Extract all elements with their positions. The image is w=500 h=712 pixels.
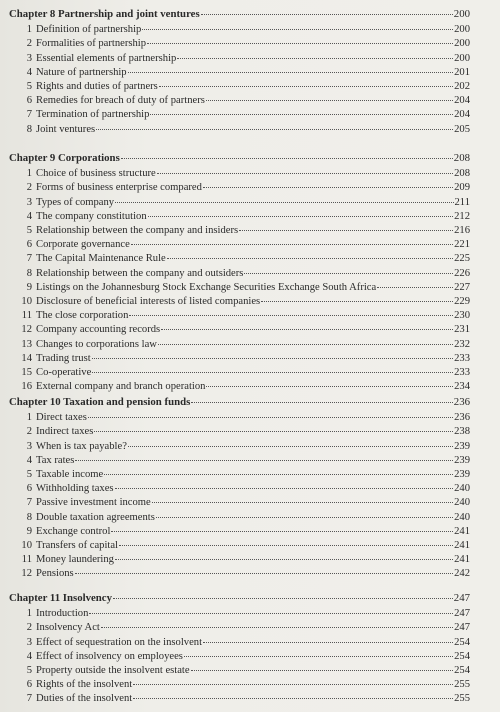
toc-entry[interactable] <box>18 539 470 552</box>
entry-number: 11 <box>21 554 32 566</box>
entry-title: Definition of partnership <box>36 24 142 36</box>
chapter-heading[interactable] <box>9 8 470 21</box>
toc-entry[interactable] <box>18 224 470 237</box>
dot-leader <box>121 158 453 159</box>
dot-leader <box>113 598 453 599</box>
toc-entry[interactable] <box>18 94 470 107</box>
entry-number: 6 <box>26 239 32 251</box>
entry-title: Pensions <box>36 568 74 580</box>
entry-number: 12 <box>21 324 32 336</box>
entry-number: 15 <box>21 367 32 378</box>
entry-title: Withholding taxes <box>36 483 114 495</box>
dot-leader <box>88 417 453 418</box>
entry-number: 8 <box>26 123 32 135</box>
entry-title: Property outside the insolvent estate <box>36 665 190 676</box>
page-number: 255 <box>454 693 470 705</box>
entry-number: 9 <box>26 281 32 293</box>
chapter-title: Chapter 9 Corporations <box>9 152 120 164</box>
dot-leader <box>203 642 453 643</box>
entry-number: 4 <box>26 210 32 222</box>
page-number: 204 <box>454 95 470 107</box>
toc-entry[interactable] <box>18 238 470 251</box>
entry-title: Indirect taxes <box>36 426 94 438</box>
toc-entry[interactable] <box>18 511 470 524</box>
entry-title: Insolvency Act <box>36 622 100 634</box>
dot-leader <box>101 627 453 628</box>
page-number: 234 <box>454 381 470 393</box>
toc-entry[interactable] <box>18 411 470 424</box>
page-number: 240 <box>454 497 470 509</box>
toc-entry[interactable] <box>18 281 470 294</box>
dot-leader <box>111 531 453 532</box>
chapter-heading[interactable] <box>9 396 470 409</box>
dot-leader <box>377 287 453 288</box>
toc-entry[interactable] <box>18 664 470 677</box>
entry-number: 13 <box>21 338 32 350</box>
entry-title: Changes to corporations law <box>36 338 157 350</box>
dot-leader <box>115 488 454 489</box>
dot-leader <box>148 216 453 217</box>
dot-leader <box>184 656 453 657</box>
toc-entry[interactable] <box>18 210 470 223</box>
chapter-title: Chapter 8 Partnership and joint ventures <box>9 8 200 20</box>
entry-title: Direct taxes <box>36 412 87 424</box>
entry-title: Introduction <box>36 608 89 620</box>
chapter-heading[interactable] <box>9 592 470 605</box>
entry-number: 1 <box>26 24 32 36</box>
page-number: 205 <box>454 123 470 135</box>
dot-leader <box>244 273 453 274</box>
toc-entry[interactable] <box>18 23 470 36</box>
toc-entry[interactable] <box>18 525 470 538</box>
toc-entry[interactable] <box>18 607 470 620</box>
entry-number: 4 <box>26 454 32 466</box>
toc-entry[interactable] <box>18 295 470 308</box>
page-number: 200 <box>454 52 470 64</box>
page-number: 236 <box>453 396 470 408</box>
toc-entry[interactable] <box>18 636 470 649</box>
entry-title: Relationship between the company and outsiders <box>36 267 244 279</box>
toc-entry[interactable] <box>18 468 470 481</box>
entry-number: 5 <box>26 225 32 236</box>
page-number: 240 <box>454 511 470 523</box>
chapter-title: Chapter 11 Insolvency <box>9 592 112 604</box>
toc-entry[interactable] <box>18 309 470 322</box>
page-number: 211 <box>454 196 470 208</box>
entry-title: Effect of sequestration on the insolvent <box>36 636 203 648</box>
entry-number: 6 <box>26 95 32 107</box>
dot-leader <box>191 402 452 403</box>
page-number: 230 <box>454 310 470 322</box>
dot-leader <box>261 301 453 302</box>
entry-number: 2 <box>26 182 32 194</box>
entry-number: 7 <box>26 253 32 265</box>
toc-entry[interactable] <box>18 496 470 509</box>
dot-leader <box>96 129 453 130</box>
toc-entry[interactable] <box>18 366 470 379</box>
page-number: 233 <box>454 352 470 364</box>
toc-entry[interactable] <box>18 482 470 495</box>
toc-entry[interactable] <box>18 440 470 453</box>
page-number: 225 <box>454 253 470 265</box>
dot-leader <box>156 517 453 518</box>
entry-title: Effect of insolvency on employees <box>36 650 183 662</box>
toc-entry[interactable] <box>18 454 470 467</box>
toc-entry[interactable] <box>18 650 470 663</box>
toc-entry[interactable] <box>18 66 470 79</box>
entry-number: 11 <box>21 310 32 322</box>
page-number: 254 <box>454 650 470 662</box>
entry-title: Double taxation agreements <box>36 511 155 523</box>
entry-number: 8 <box>26 267 32 279</box>
entry-number: 10 <box>21 540 32 551</box>
entry-title: Duties of the insolvent <box>36 693 133 705</box>
page-number: 247 <box>454 608 470 620</box>
page-number: 232 <box>454 338 470 350</box>
entry-title: Passive investment income <box>36 497 151 509</box>
page-number: 255 <box>454 679 470 691</box>
toc-entry[interactable] <box>18 380 470 393</box>
page-number: 202 <box>454 81 470 92</box>
toc-entry[interactable] <box>18 108 470 121</box>
page-number: 209 <box>454 182 470 194</box>
toc-entry[interactable] <box>18 80 470 93</box>
dot-leader <box>104 474 453 475</box>
page-number: 200 <box>453 8 470 20</box>
page-number: 247 <box>454 622 470 634</box>
page-number: 254 <box>454 665 470 676</box>
entry-number: 14 <box>21 352 32 364</box>
entry-title: Co-operative <box>36 367 92 378</box>
entry-number: 6 <box>26 679 32 691</box>
entry-number: 10 <box>21 296 32 307</box>
chapter-heading[interactable] <box>9 152 470 165</box>
entry-number: 7 <box>26 497 32 509</box>
entry-title: Rights of the insolvent <box>36 679 133 691</box>
toc-entry[interactable] <box>18 692 470 705</box>
page-number: 204 <box>454 109 470 121</box>
entry-number: 5 <box>26 81 32 92</box>
page-number: 239 <box>454 469 470 480</box>
dot-leader <box>201 14 453 15</box>
page-number: 201 <box>454 66 470 78</box>
entry-number: 3 <box>26 636 32 648</box>
toc-entry[interactable] <box>18 678 470 691</box>
dot-leader <box>157 173 453 174</box>
page-number: 208 <box>454 168 470 180</box>
page-number: 241 <box>454 540 470 551</box>
entry-title: When is tax payable? <box>36 440 127 452</box>
toc-entry[interactable] <box>18 621 470 634</box>
page-number: 239 <box>454 454 470 466</box>
page-number: 233 <box>454 367 470 378</box>
page-number: 247 <box>453 592 470 604</box>
page-number: 212 <box>454 210 470 222</box>
dot-leader <box>206 386 453 387</box>
entry-number: 1 <box>26 168 32 180</box>
dot-leader <box>147 43 453 44</box>
entry-title: Essential elements of partnership <box>36 52 177 64</box>
dot-leader <box>191 670 454 671</box>
page-number: 227 <box>454 281 470 293</box>
toc-entry[interactable] <box>18 52 470 65</box>
dot-leader <box>142 29 453 30</box>
toc-entry[interactable] <box>18 352 470 365</box>
dot-leader <box>158 344 453 345</box>
entry-number: 12 <box>21 568 32 580</box>
entry-number: 3 <box>26 440 32 452</box>
dot-leader <box>115 559 453 560</box>
dot-leader <box>159 86 453 87</box>
page-number: 242 <box>454 568 470 580</box>
toc-entry[interactable] <box>18 338 470 351</box>
dot-leader <box>133 684 453 685</box>
entry-number: 9 <box>26 525 32 537</box>
entry-number: 4 <box>26 66 32 78</box>
entry-title: Joint ventures <box>36 123 96 135</box>
toc-entry[interactable] <box>18 425 470 438</box>
dot-leader <box>206 100 453 101</box>
dot-leader <box>167 258 453 259</box>
entry-number: 3 <box>26 196 32 208</box>
page-number: 239 <box>454 440 470 452</box>
entry-title: Relationship between the company and insiders <box>36 225 239 236</box>
chapter-title: Chapter 10 Taxation and pension funds <box>9 396 191 408</box>
page-number: 231 <box>454 324 470 336</box>
dot-leader <box>92 358 453 359</box>
entry-number: 6 <box>26 483 32 495</box>
dot-leader <box>75 460 453 461</box>
dot-leader <box>89 613 453 614</box>
entry-number: 5 <box>26 665 32 676</box>
entry-title: Company accounting records <box>36 324 161 336</box>
entry-title: Forms of business enterprise compared <box>36 182 202 194</box>
entry-number: 4 <box>26 650 32 662</box>
toc-entry[interactable] <box>18 323 470 336</box>
toc-entry[interactable] <box>18 181 470 194</box>
entry-number: 2 <box>26 426 32 438</box>
dot-leader <box>131 244 453 245</box>
entry-title: Choice of business structure <box>36 168 156 180</box>
dot-leader <box>119 545 453 546</box>
entry-title: Corporate governance <box>36 239 130 251</box>
entry-title: Termination of partnership <box>36 109 150 121</box>
entry-number: 7 <box>26 693 32 705</box>
entry-title: Nature of partnership <box>36 66 127 78</box>
entry-number: 1 <box>26 608 32 620</box>
page-number: 226 <box>454 267 470 279</box>
entry-title: Transfers of capital <box>36 540 118 551</box>
toc-entry[interactable] <box>18 267 470 280</box>
dot-leader <box>128 72 454 73</box>
dot-leader <box>128 446 453 447</box>
page-number: 200 <box>454 38 470 50</box>
dot-leader <box>239 230 453 231</box>
entry-title: Taxable income <box>36 469 104 480</box>
toc-entry[interactable] <box>18 37 470 50</box>
toc-entry[interactable] <box>18 196 470 209</box>
entry-title: Types of company <box>36 196 115 208</box>
entry-title: The company constitution <box>36 210 147 222</box>
page-number: 221 <box>454 239 470 251</box>
entry-title: The Capital Maintenance Rule <box>36 253 166 265</box>
entry-title: Exchange control <box>36 525 111 537</box>
page-number: 240 <box>454 483 470 495</box>
entry-title: External company and branch operation <box>36 381 206 393</box>
entry-number: 7 <box>26 109 32 121</box>
toc-entry[interactable] <box>18 123 470 136</box>
page-number: 216 <box>454 225 470 236</box>
entry-number: 8 <box>26 511 32 523</box>
entry-title: The close corporation <box>36 310 129 322</box>
toc-entry[interactable] <box>18 553 470 566</box>
dot-leader <box>152 502 453 503</box>
entry-number: 3 <box>26 52 32 64</box>
entry-number: 2 <box>26 622 32 634</box>
toc-entry[interactable] <box>18 167 470 180</box>
entry-title: Listings on the Johannesburg Stock Exchange Securities Exchange South Africa <box>36 281 377 293</box>
entry-number: 1 <box>26 412 32 424</box>
dot-leader <box>203 187 453 188</box>
page-number: 254 <box>454 636 470 648</box>
entry-title: Formalities of partnership <box>36 38 147 50</box>
entry-title: Trading trust <box>36 352 91 364</box>
entry-title: Money laundering <box>36 554 114 566</box>
toc-entry[interactable] <box>18 567 470 580</box>
dot-leader <box>133 698 453 699</box>
page-number: 229 <box>454 296 470 307</box>
dot-leader <box>161 329 453 330</box>
page-number: 236 <box>454 412 470 424</box>
page-number: 200 <box>454 24 470 36</box>
dot-leader <box>150 114 453 115</box>
dot-leader <box>115 202 453 203</box>
entry-title: Rights and duties of partners <box>36 81 158 92</box>
page-number: 208 <box>453 152 470 164</box>
entry-title: Tax rates <box>36 454 75 466</box>
page-number: 241 <box>454 525 470 537</box>
dot-leader <box>92 372 453 373</box>
toc-entry[interactable] <box>18 252 470 265</box>
page-number: 238 <box>454 426 470 438</box>
entry-title: Remedies for breach of duty of partners <box>36 95 205 107</box>
dot-leader <box>129 315 453 316</box>
entry-number: 16 <box>21 381 32 393</box>
entry-title: Disclosure of beneficial interests of listed companies <box>36 296 261 307</box>
page-number: 241 <box>454 554 470 566</box>
entry-number: 5 <box>26 469 32 480</box>
dot-leader <box>177 58 453 59</box>
dot-leader <box>94 431 453 432</box>
entry-number: 2 <box>26 38 32 50</box>
dot-leader <box>75 573 453 574</box>
